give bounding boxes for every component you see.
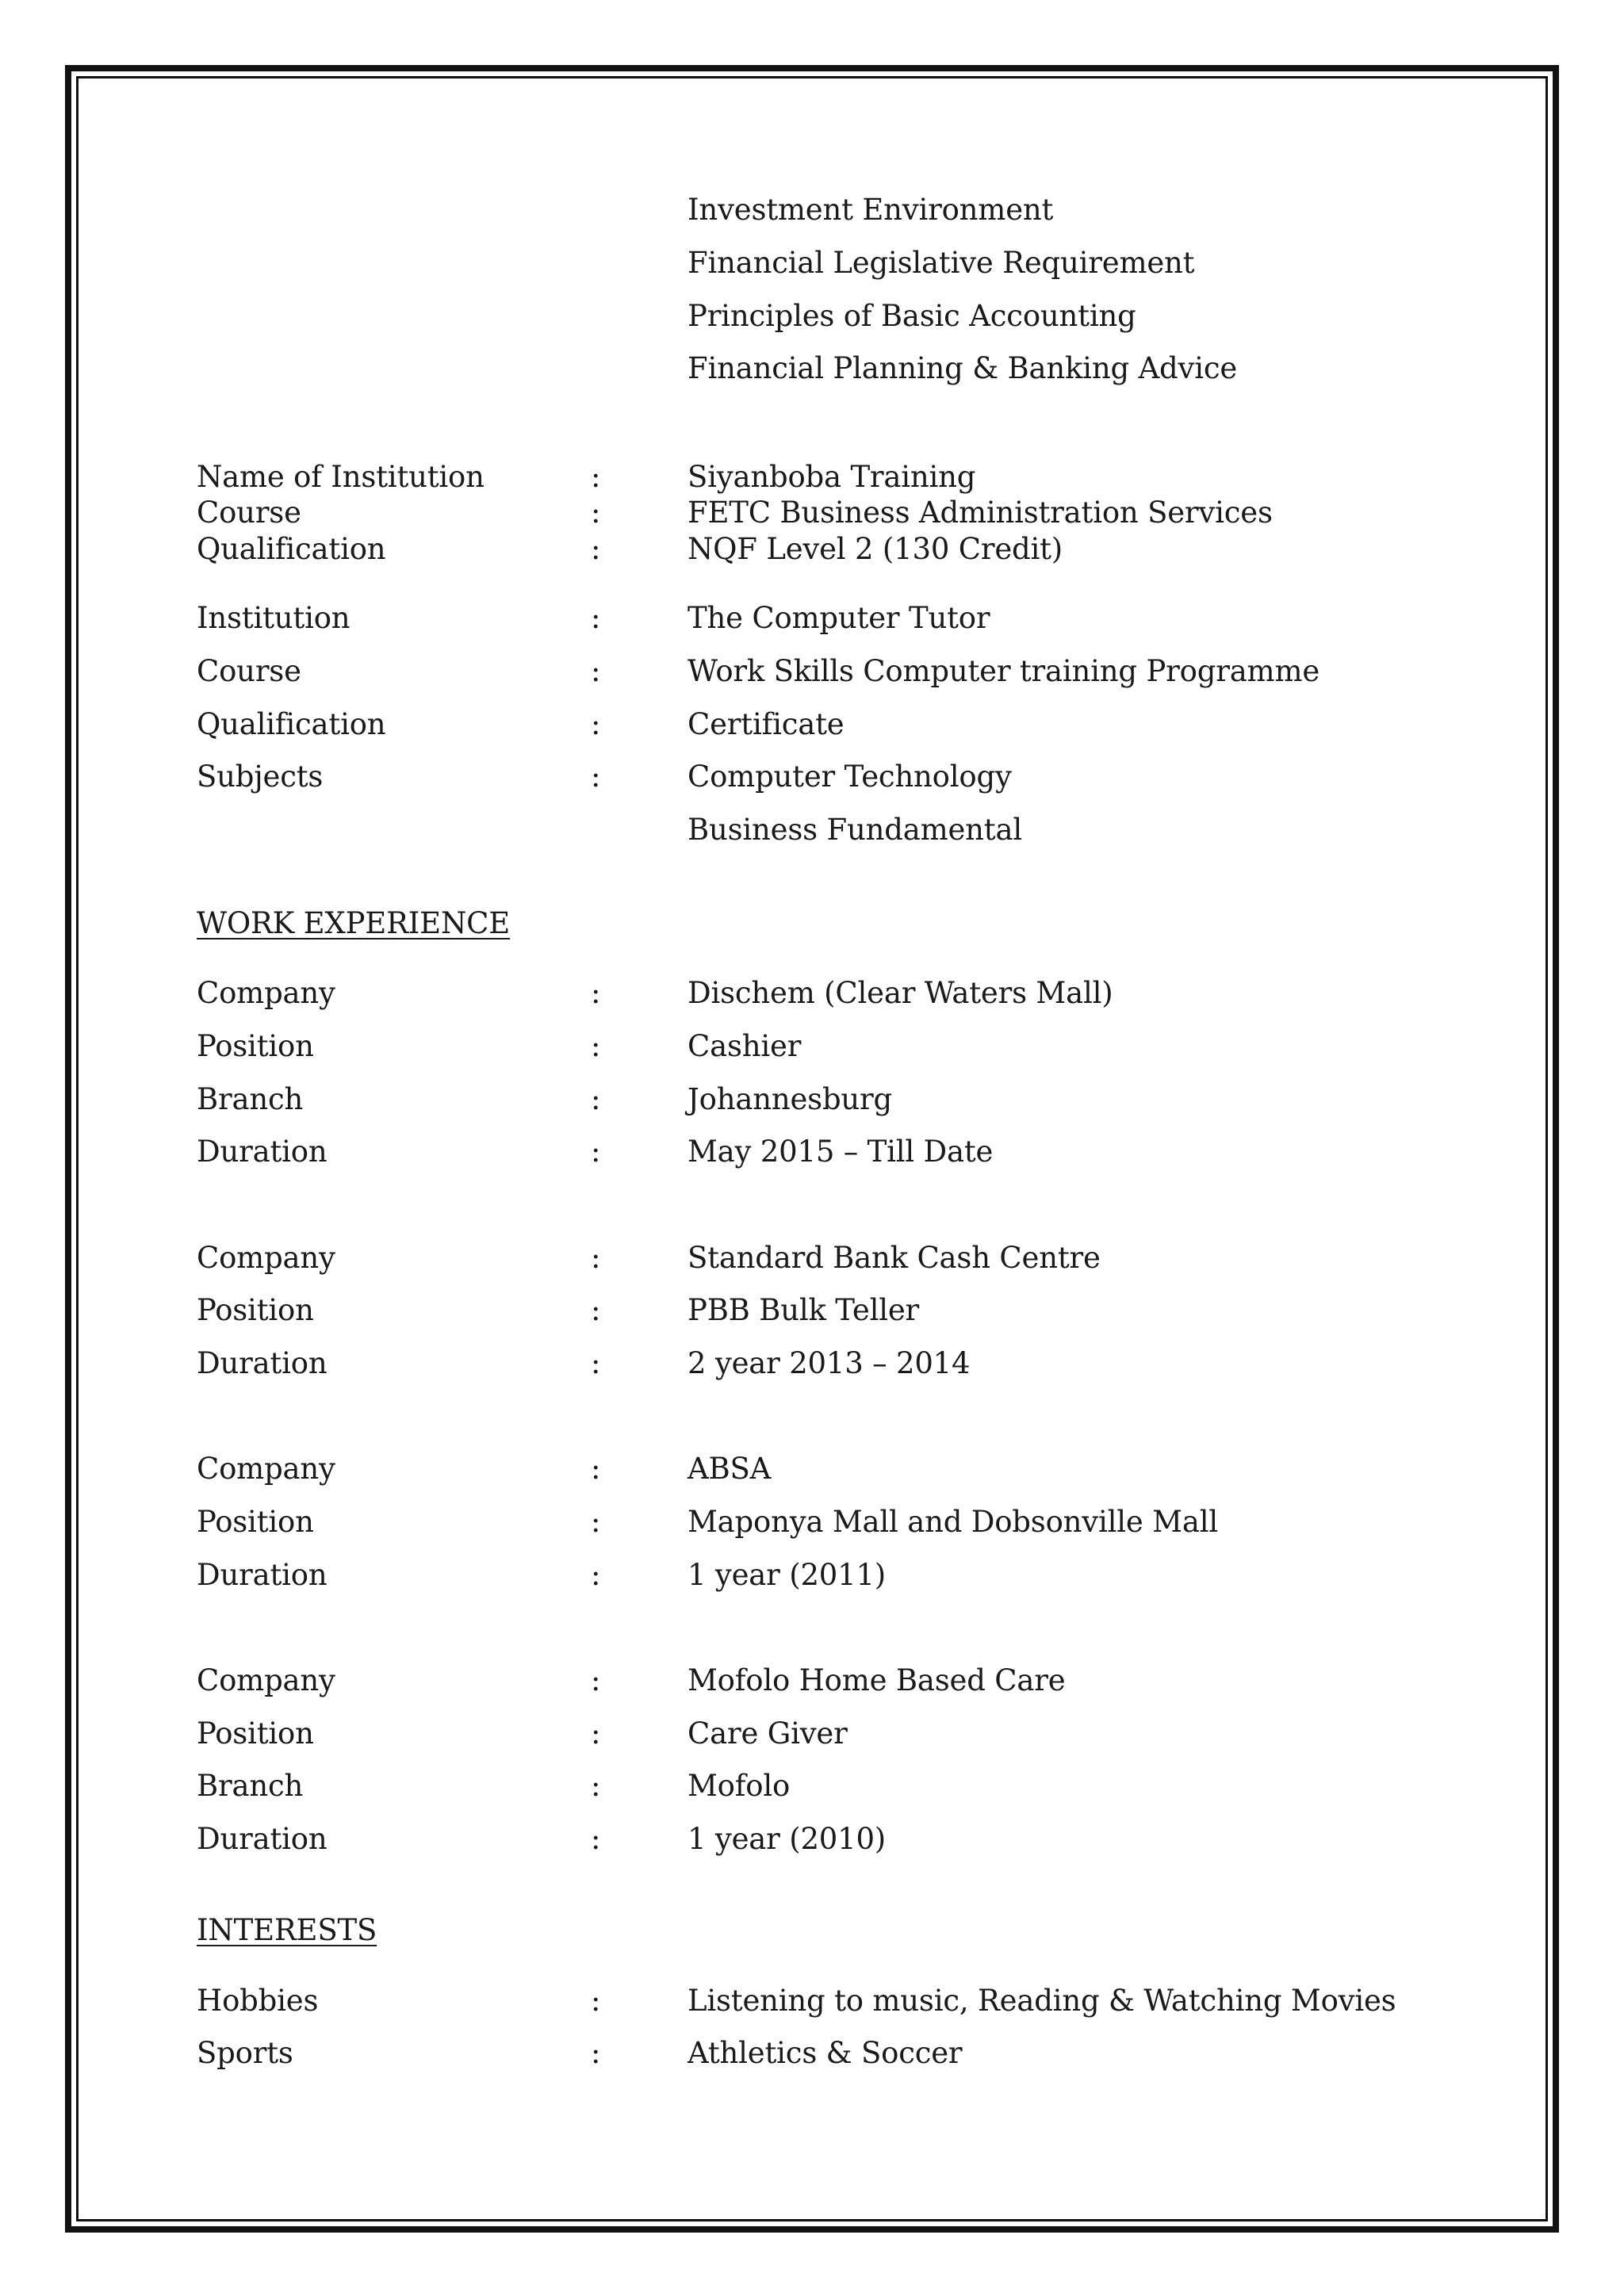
subject-item: Principles of Basic Accounting xyxy=(688,299,1136,333)
section-heading-interests: INTERESTS xyxy=(197,1913,377,1947)
field-separator: : xyxy=(591,1241,601,1275)
field-separator: : xyxy=(591,1505,601,1539)
field-value: PBB Bulk Teller xyxy=(688,1293,920,1327)
field-label: Position xyxy=(197,1293,314,1327)
field-label: Duration xyxy=(197,1822,327,1856)
field-separator: : xyxy=(591,1346,601,1380)
field-separator: : xyxy=(591,760,601,794)
field-label: Position xyxy=(197,1029,314,1063)
field-label: Hobbies xyxy=(197,1984,319,2018)
field-label: Duration xyxy=(197,1558,327,1592)
field-separator: : xyxy=(591,1452,601,1486)
field-label: Subjects xyxy=(197,760,324,794)
field-value: 1 year (2011) xyxy=(688,1558,887,1592)
field-label: Duration xyxy=(197,1346,327,1380)
field-separator: : xyxy=(591,976,601,1010)
field-label: Sports xyxy=(197,2036,293,2070)
section-heading-work-experience: WORK EXPERIENCE xyxy=(197,906,511,940)
subject-item: Financial Planning & Banking Advice xyxy=(688,351,1238,385)
field-separator: : xyxy=(591,532,601,566)
field-separator: : xyxy=(591,1716,601,1751)
field-value: FETC Business Administration Services xyxy=(688,496,1273,530)
field-value: Computer Technology xyxy=(688,760,1012,794)
field-value: 1 year (2010) xyxy=(688,1822,887,1856)
field-value: Cashier xyxy=(688,1029,802,1063)
field-separator: : xyxy=(591,1822,601,1856)
field-value: Johannesburg xyxy=(688,1082,893,1116)
field-value: May 2015 – Till Date xyxy=(688,1135,994,1169)
field-value: 2 year 2013 – 2014 xyxy=(688,1346,971,1380)
field-value: Work Skills Computer training Programme xyxy=(688,654,1320,688)
field-value: The Computer Tutor xyxy=(688,601,990,635)
field-label: Qualification xyxy=(197,532,386,566)
subject-item: Investment Environment xyxy=(688,193,1054,227)
field-value: Listening to music, Reading & Watching Movies xyxy=(688,1984,1396,2018)
field-label: Company xyxy=(197,1663,335,1697)
field-separator: : xyxy=(591,2036,601,2070)
field-value: NQF Level 2 (130 Credit) xyxy=(688,532,1063,566)
field-value: Care Giver xyxy=(688,1716,848,1751)
field-separator: : xyxy=(591,1135,601,1169)
field-label: Name of Institution xyxy=(197,460,485,494)
field-label: Duration xyxy=(197,1135,327,1169)
field-label: Course xyxy=(197,654,301,688)
field-separator: : xyxy=(591,654,601,688)
subject-item: Financial Legislative Requirement xyxy=(688,246,1195,280)
field-label: Institution xyxy=(197,601,350,635)
field-label: Branch xyxy=(197,1769,304,1803)
field-label: Position xyxy=(197,1505,314,1539)
field-separator: : xyxy=(591,707,601,741)
field-separator: : xyxy=(591,1029,601,1063)
field-value: Athletics & Soccer xyxy=(688,2036,963,2070)
field-separator: : xyxy=(591,1082,601,1116)
field-value: Siyanboba Training xyxy=(688,460,976,494)
field-separator: : xyxy=(591,460,601,494)
field-separator: : xyxy=(591,601,601,635)
field-value: Standard Bank Cash Centre xyxy=(688,1241,1101,1275)
field-separator: : xyxy=(591,1663,601,1697)
field-label: Branch xyxy=(197,1082,304,1116)
field-label: Course xyxy=(197,496,301,530)
field-value: ABSA xyxy=(688,1452,772,1486)
field-separator: : xyxy=(591,1769,601,1803)
field-label: Company xyxy=(197,1452,335,1486)
field-label: Position xyxy=(197,1716,314,1751)
field-value: Mofolo Home Based Care xyxy=(688,1663,1066,1697)
field-value: Maponya Mall and Dobsonville Mall xyxy=(688,1505,1218,1539)
field-label: Company xyxy=(197,976,335,1010)
field-value: Business Fundamental xyxy=(688,813,1022,847)
field-label: Company xyxy=(197,1241,335,1275)
field-value: Mofolo xyxy=(688,1769,791,1803)
field-value: Certificate xyxy=(688,707,845,741)
field-separator: : xyxy=(591,1558,601,1592)
field-separator: : xyxy=(591,496,601,530)
field-separator: : xyxy=(591,1293,601,1327)
field-label: Qualification xyxy=(197,707,386,741)
field-separator: : xyxy=(591,1984,601,2018)
field-value: Dischem (Clear Waters Mall) xyxy=(688,976,1113,1010)
